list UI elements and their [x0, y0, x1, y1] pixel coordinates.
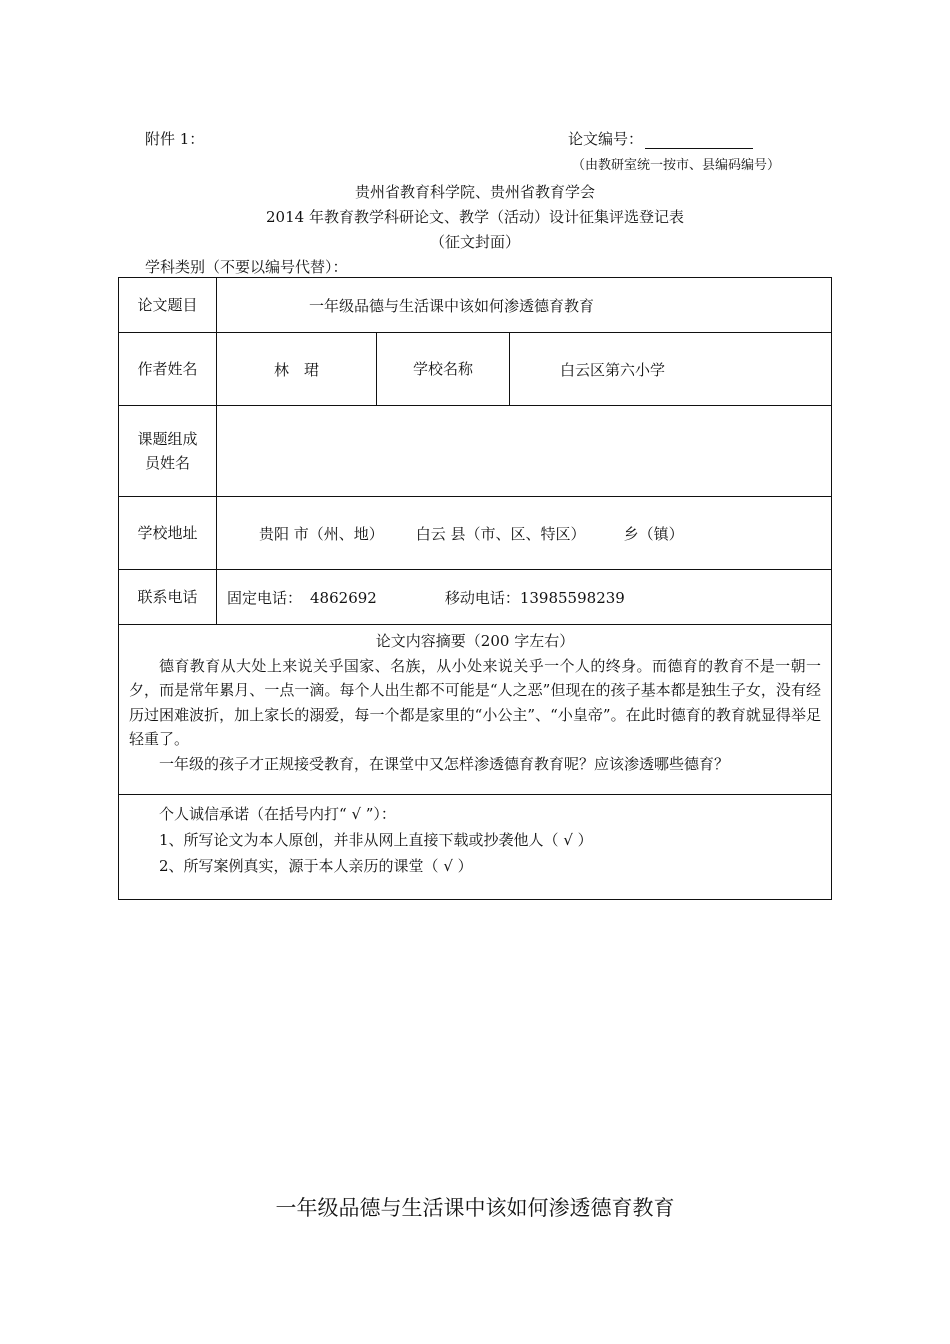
- abstract-row: [119, 625, 832, 795]
- pledge-item-1: 1、所写论文为本人原创，并非从网上直接下载或抄袭他人（ √ ）: [159, 831, 593, 849]
- author-row: [119, 333, 832, 406]
- address-county: 白云 县（市、区、特区）: [415, 524, 586, 543]
- paper-number-label: 论文编号：: [568, 130, 644, 148]
- paper-number-field: [568, 128, 753, 149]
- paper-title-label: 论文题目: [119, 278, 217, 333]
- pledge-heading: 个人诚信承诺（在括号内打“ √ ”）：: [159, 805, 396, 823]
- form-title: 2014 年教育教学科研论文、教学（活动）设计征集评选登记表: [266, 208, 684, 226]
- members-label: [119, 406, 217, 497]
- author-label: 作者姓名: [119, 333, 217, 406]
- address-town: 乡（镇）: [623, 524, 684, 543]
- organizer-title: 贵州省教育科学院、贵州省教育学会: [354, 183, 595, 201]
- paper-title-value: 一年级品德与生活课中该如何渗透德育教育: [217, 278, 832, 333]
- members-value: [217, 406, 832, 497]
- paper-number-note: （由教研室统一按市、县编码编号）: [572, 158, 781, 173]
- abstract-cell: [119, 625, 832, 795]
- school-name-value: 白云区第六小学: [510, 333, 832, 406]
- attachment-label: 附件 1：: [145, 130, 205, 148]
- registration-form-table: [118, 277, 832, 900]
- address-city: 贵阳 市（州、地）: [259, 524, 384, 543]
- address-row: [119, 497, 832, 570]
- address-value: [217, 497, 832, 570]
- mobile-value: 13985598239: [519, 588, 625, 607]
- subject-category-label: 学科类别（不要以编号代替）：: [145, 258, 348, 276]
- address-label: 学校地址: [119, 497, 217, 570]
- pledge-cell: [119, 795, 832, 900]
- author-value: 林 珺: [217, 333, 377, 406]
- abstract-paragraph-1: 德育教育从大处上来说关乎国家、名族，从小处来说关乎一个人的终身。而德育的教育不是一朝一夕，而是常年累月、一点一滴。每个人出生都不可能是“人之恶”但现在的孩子基本都是独生子女，没有经历过困难波折，加上家长的溺爱，每一个都是家里的“小公主”、“小皇帝”。在此时德育的教育就显得举足轻重了。: [129, 656, 821, 748]
- paper-number-blank: [645, 132, 753, 149]
- pledge-item-2: 2、所写案例真实，源于本人亲历的课堂（ √ ）: [159, 857, 473, 875]
- members-label-line2: 员姓名: [144, 454, 190, 472]
- abstract-heading: 论文内容摘要（200 字左右）: [375, 632, 575, 650]
- paper-main-title: 一年级品德与生活课中该如何渗透德育教育: [275, 1196, 675, 1220]
- form-subtitle: （征文封面）: [429, 233, 520, 251]
- school-name-label: 学校名称: [377, 333, 510, 406]
- paper-title-row: [119, 278, 832, 333]
- mobile-label: 移动电话：: [444, 588, 520, 607]
- abstract-paragraph-2: 一年级的孩子才正规接受教育，在课堂中又怎样渗透德育教育呢？应该渗透哪些德育？: [159, 754, 730, 773]
- landline-value: 4862692: [310, 588, 377, 607]
- phone-value: [217, 570, 832, 625]
- phone-label: 联系电话: [119, 570, 217, 625]
- members-label-line1: 课题组成: [137, 430, 198, 448]
- landline-label: 固定电话：: [227, 588, 303, 607]
- pledge-row: [119, 795, 832, 900]
- members-row: [119, 406, 832, 497]
- phone-row: [119, 570, 832, 625]
